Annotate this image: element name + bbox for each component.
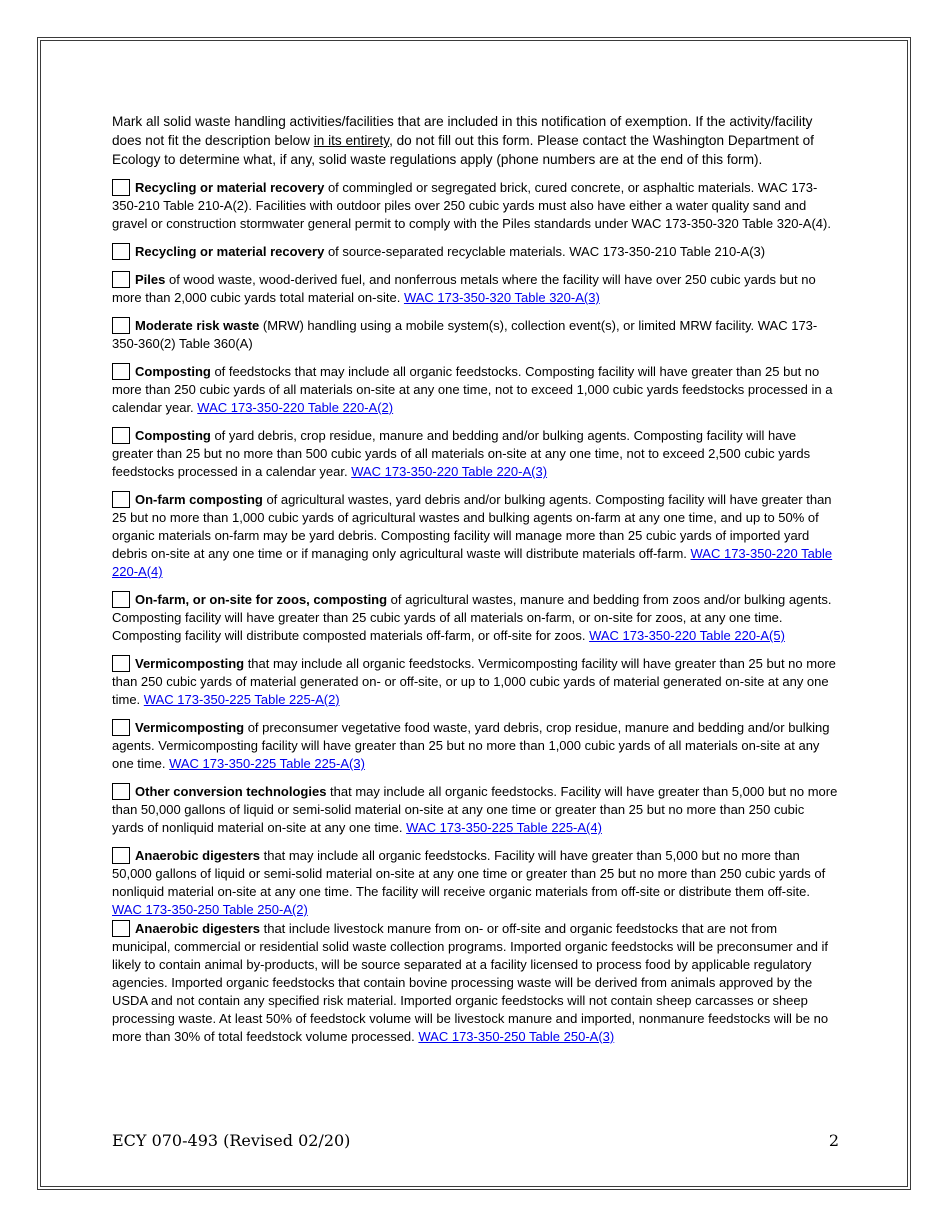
activity-title: Moderate risk waste [135, 318, 260, 333]
activity-description: that may include all organic feedstocks. Facility will have greater than 5,000 but no more than 50,000 gallons of liquid or semi-solid material on-site at any one time or greater than 25 but no more than 250 cubic yards of nonliquid material on-site at any one time. [112, 784, 838, 835]
activity-title: On-farm composting [135, 492, 263, 507]
activity-item-on-farm-zoo-composting [112, 591, 839, 645]
activity-title: Other conversion technologies [135, 784, 327, 799]
activity-checkbox[interactable] [112, 783, 130, 800]
activity-checkbox[interactable] [112, 920, 130, 937]
activity-checkbox[interactable] [112, 591, 130, 608]
form-identifier: ECY 070-493 (Revised 02/20) [112, 1131, 351, 1150]
activity-item-on-farm-composting [112, 491, 839, 581]
activity-description: that may include all organic feedstocks. Facility will have greater than 5,000 but no more than 50,000 gallons of liquid or semi-solid material on-site at any one time or greater than 25 but no more than 250 cubic yards of nonliquid material on-site at any one time. The facility will receive organic materials from off-site or distribute them off-site. [112, 848, 826, 899]
activity-checkbox[interactable] [112, 179, 130, 196]
activity-description: of agricultural wastes, yard debris and/or bulking agents. Composting facility will have greater than 25 but no more than 1,000 cubic yards of agricultural wastes and bulking agents on-farm at any one time, and up to 50% of organic materials on-farm may be yard debris. Composting facility will manage more than 25 cubic yards of imported yard debris on-site at any one time or if managing only agricultural waste will distribute materials off-farm. [112, 492, 832, 561]
activity-checkbox[interactable] [112, 719, 130, 736]
activity-description: of yard debris, crop residue, manure and bedding and/or bulking agents. Composting facility will have greater than 25 but no more than 500 cubic yards of all materials on-site at any one time, not to exceed 2,500 cubic yards feedstocks processed in a calendar year. [112, 428, 811, 479]
wac-reference-link[interactable]: WAC 173-350-225 Table 225-A(4) [406, 820, 602, 835]
activity-description: that include livestock manure from on- or off-site and organic feedstocks that are not from municipal, commercial or residential solid waste collection programs. Imported organic feedstocks will be preconsumer and if likely to contain animal by-products, will be source separated at a facility licensed to process food by applicable regulatory agencies. Imported organic feedstocks that contain bovine processing waste will be derived from animals approved by the USDA and not contain any specified risk material. Imported organic feedstocks will not contain sheep carcasses or sheep processing waste. At least 50% of feedstock volume will be livestock manure and imported, nonmanure feedstocks will be no more than 30% of total feedstock volume processed. [112, 921, 829, 1044]
wac-reference-link[interactable]: WAC 173-350-220 Table 220-A(4) [112, 546, 833, 579]
page-footer [112, 1131, 839, 1155]
activity-checkbox[interactable] [112, 317, 130, 334]
page-number: 2 [828, 1131, 839, 1150]
activity-item-vermicomposting-all-feedstocks [112, 655, 839, 709]
activity-description: of preconsumer vegetative food waste, yard debris, crop residue, manure and bedding and/or bulking agents. Vermicomposting facility will have greater than 25 but no more than 1,000 cubic yards of all materials on-site at any one time. [112, 720, 830, 771]
wac-reference-link[interactable]: WAC 173-350-220 Table 220-A(3) [351, 464, 548, 479]
activity-description: that may include all organic feedstocks. Vermicomposting facility will have greater than 25 but no more than 250 cubic yards of material generated on- or off-site, or up to 1,000 cubic yards of material generated on-site at any one time. [112, 656, 836, 707]
activity-item-moderate-risk-waste [112, 317, 839, 353]
activity-description: of agricultural wastes, manure and bedding from zoos and/or bulking agents. Composting facility will have greater than 25 cubic yards of all materials on-farm, or on-site for zoos, at any one time. Composting facility will distribute composted materials off-farm, or off-site for zoos. [112, 592, 832, 643]
activity-checkbox[interactable] [112, 243, 130, 260]
activity-title: On-farm, or on-site for zoos, composting [135, 592, 388, 607]
activity-title: Vermicomposting [135, 720, 245, 735]
activity-checkbox[interactable] [112, 271, 130, 288]
activity-title: Piles [135, 272, 166, 287]
activity-title: Anaerobic digesters [135, 921, 260, 936]
wac-reference-link[interactable]: WAC 173-350-220 Table 220-A(5) [589, 628, 785, 643]
activity-description: of commingled or segregated brick, cured concrete, or asphaltic materials. WAC 173-350-210 Table 210-A(2). Facilities with outdoor piles over 250 cubic yards must also have either a water quality sand and gravel or construction stormwater general permit to comply with the Piles standards under WAC 173-350-320 Table 320-A(4). [112, 180, 831, 231]
form-content [112, 112, 839, 1056]
wac-reference-link[interactable]: WAC 173-350-320 Table 320-A(3) [403, 290, 600, 305]
activity-item-piles [112, 271, 839, 307]
activity-description: of wood waste, wood-derived fuel, and nonferrous metals where the facility will have over 250 cubic yards but no more than 2,000 cubic yards total material on-site. [112, 272, 816, 305]
activity-item-vermicomposting-preconsumer [112, 719, 839, 773]
intro-underlined-text: in its entirety [313, 133, 390, 148]
wac-reference-link[interactable]: WAC 173-350-220 Table 220-A(2) [197, 400, 394, 415]
activity-title: Recycling or material recovery [135, 180, 325, 195]
wac-reference-link[interactable]: WAC 173-350-225 Table 225-A(3) [169, 756, 365, 771]
activity-title: Composting [135, 364, 211, 379]
activity-title: Vermicomposting [135, 656, 245, 671]
wac-reference-link[interactable]: WAC 173-350-225 Table 225-A(2) [143, 692, 340, 707]
wac-reference-link[interactable]: WAC 173-350-250 Table 250-A(3) [418, 1029, 615, 1044]
activity-item-recycling-recyclables [112, 243, 839, 261]
activity-description: of feedstocks that may include all organic feedstocks. Composting facility will have greater than 25 but no more than 250 cubic yards of all materials on-site at any one time, not to exceed 1,000 cubic yards feedstocks processed in a calendar year. [112, 364, 833, 415]
intro-paragraph [112, 112, 839, 169]
activity-item-composting-yard-debris [112, 427, 839, 481]
activity-item-recycling-brick-concrete [112, 179, 839, 233]
intro-text-end: , do not fill out this form. Please contact the Washington Department of Ecology to determine what, if any, solid waste regulations apply (phone numbers are at the end of this form). [112, 133, 814, 167]
activity-item-anaerobic-digesters-livestock-manure [112, 920, 839, 1046]
activity-checkbox[interactable] [112, 363, 130, 380]
activity-item-anaerobic-digesters-all-feedstocks [112, 847, 839, 919]
activity-title: Composting [135, 428, 211, 443]
activity-title: Anaerobic digesters [135, 848, 260, 863]
activity-description: of source-separated recyclable materials. WAC 173-350-210 Table 210-A(3) [324, 244, 766, 259]
activity-item-composting-all-feedstocks [112, 363, 839, 417]
activity-checkbox[interactable] [112, 427, 130, 444]
wac-reference-link[interactable]: WAC 173-350-250 Table 250-A(2) [112, 902, 308, 917]
activity-checkbox[interactable] [112, 491, 130, 508]
activity-checkbox[interactable] [112, 655, 130, 672]
activity-title: Recycling or material recovery [135, 244, 325, 259]
activity-description: (MRW) handling using a mobile system(s), collection event(s), or limited MRW facility. WAC 173-350-360(2) Table 360(A) [112, 318, 818, 351]
activity-item-other-conversion-technologies [112, 783, 839, 837]
activity-checkbox[interactable] [112, 847, 130, 864]
intro-text-start: Mark all solid waste handling activities/facilities that are included in this notification of exemption. If the activity/facility does not fit the description below [112, 114, 813, 148]
